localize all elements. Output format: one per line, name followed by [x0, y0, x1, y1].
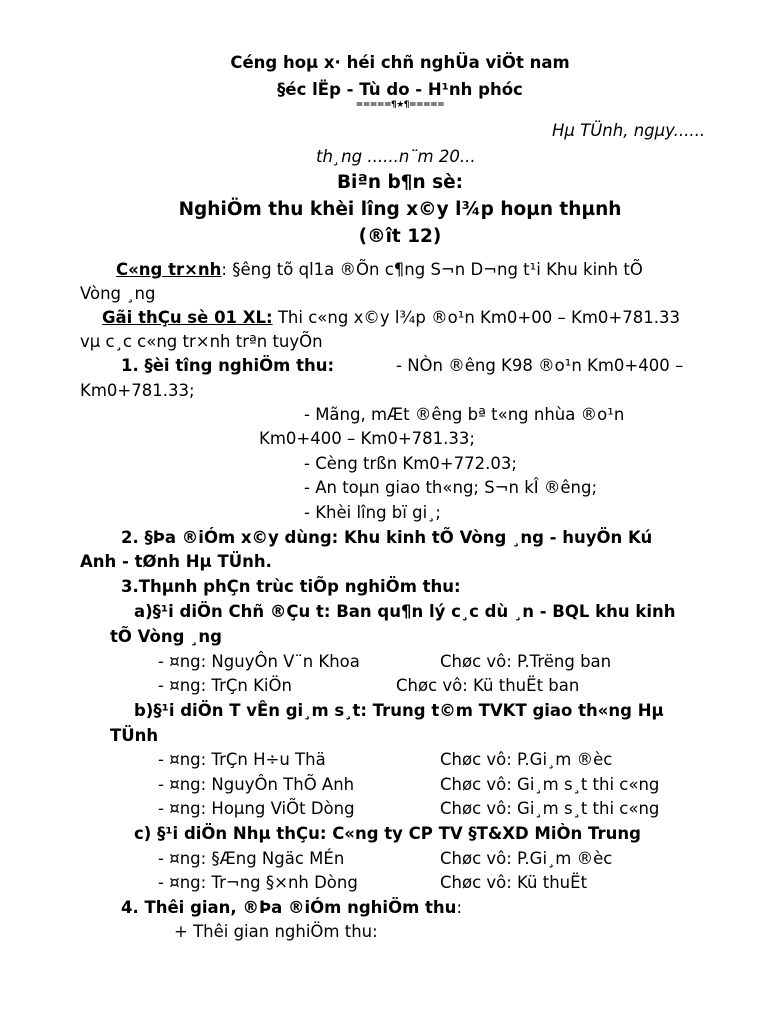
person-role: Chøc vô: Gi¸m s¸t thi c«ng	[440, 799, 660, 818]
document-title-number: Biªn b¶n sè:	[336, 172, 464, 193]
section3-b-line1: b)§¹i diÖn T vÊn gi¸m s¸t: Trung t©m TVKT giao th«ng Hµ	[134, 701, 664, 720]
person-role: Chøc vô: Kü thuËt ban	[396, 676, 580, 695]
section4-heading: 4. Thêi gian, ®Þa ®iÓm nghiÖm thu	[121, 898, 457, 917]
section2-line2: Anh - tØnh Hµ TÜnh.	[80, 552, 272, 571]
section4-heading-line	[121, 897, 462, 919]
section1-item2: - Mãng, mÆt ®êng bª t«ng nhùa ®o¹n	[304, 405, 625, 424]
project-label: C«ng tr×nh	[116, 260, 222, 279]
person-name: - ¤ng: Tr¬ng §×nh Dòng	[158, 873, 358, 892]
national-title: Céng hoµ x· héi chñ nghÜa viÖt nam	[230, 53, 570, 72]
person-name: - ¤ng: TrÇn KiÖn	[158, 676, 292, 695]
person-name: - ¤ng: §Æng Ngäc MÉn	[158, 849, 345, 868]
national-motto: §éc lËp - Tù do - H¹nh phóc	[277, 80, 523, 99]
person-name: - ¤ng: NguyÔn V¨n Khoa	[158, 652, 360, 671]
person-role: Chøc vô: Kü thuËt	[440, 873, 588, 892]
section1-item4: - An toµn giao th«ng; S¬n kÎ ®êng;	[304, 478, 598, 497]
person-name: - ¤ng: TrÇn H÷u Thä	[158, 750, 326, 769]
project-line	[116, 259, 643, 281]
section3-a-line2: tÕ Vòng ¸ng	[110, 627, 222, 646]
package-line	[102, 307, 680, 329]
section1-item3: - Cèng trßn Km0+772.03;	[304, 454, 517, 473]
person-role: Chøc vô: P.Gi¸m ®èc	[440, 750, 613, 769]
package-label: Gãi thÇu sè 01 XL:	[102, 308, 273, 327]
person-name: - ¤ng: Hoµng ViÕt Dòng	[158, 799, 355, 818]
section4-colon: :	[456, 898, 462, 917]
section3-a-line1: a)§¹i diÖn Chñ ®Çu t: Ban qu¶n lý c¸c dù ¸n - BQL khu kinh	[134, 602, 676, 621]
document-title: NghiÖm thu khèi lîng x©y l¾p hoµn thµnh	[178, 199, 622, 220]
date-place: Hµ TÜnh, ngµy......	[552, 121, 706, 140]
section1-item2-cont: Km0+400 – Km0+781.33;	[259, 429, 475, 448]
person-role: Chøc vô: Gi¸m s¸t thi c«ng	[440, 775, 660, 794]
section1-heading: 1. §èi tîng nghiÖm thu:	[121, 356, 335, 375]
date-month-year: th¸ng ......n¨m 20...	[316, 147, 476, 166]
section4-item1: + Thêi gian nghiÖm thu:	[174, 922, 378, 941]
section3-b-line2: TÜnh	[110, 726, 159, 745]
document-batch: (®ît 12)	[358, 226, 442, 247]
section1-item1: - NÒn ®êng K98 ®o¹n Km0+400 –	[396, 356, 684, 375]
header-divider: =====¶★¶=====	[355, 100, 445, 110]
person-role: Chøc vô: P.Gi¸m ®èc	[440, 849, 613, 868]
project-text: : §êng tõ ql1a ®Õn c¶ng S¬n D¬ng t¹i Khu kinh tÕ	[221, 260, 643, 279]
person-name: - ¤ng: NguyÔn ThÕ Anh	[158, 775, 355, 794]
package-text: Thi c«ng x©y l¾p ®o¹n Km0+00 – Km0+781.33	[272, 308, 680, 327]
project-text-cont: Vòng ¸ng	[80, 284, 156, 303]
package-text-cont: vµ c¸c c«ng tr×nh trªn tuyÕn	[80, 332, 323, 351]
section3-heading: 3.Thµnh phÇn trùc tiÕp nghiÖm thu:	[121, 577, 461, 596]
section2-line1: 2. §Þa ®iÓm x©y dùng: Khu kinh tÕ Vòng ¸ng - huyÖn Kú	[121, 528, 653, 547]
section3-c-line1: c) §¹i diÖn Nhµ thÇu: C«ng ty CP TV §T&XD MiÒn Trung	[134, 824, 641, 843]
section1-item1-cont: Km0+781.33;	[80, 381, 195, 400]
person-role: Chøc vô: P.Trëng ban	[440, 652, 612, 671]
section1-item5: - Khèi lîng bï gi¸;	[304, 503, 441, 522]
